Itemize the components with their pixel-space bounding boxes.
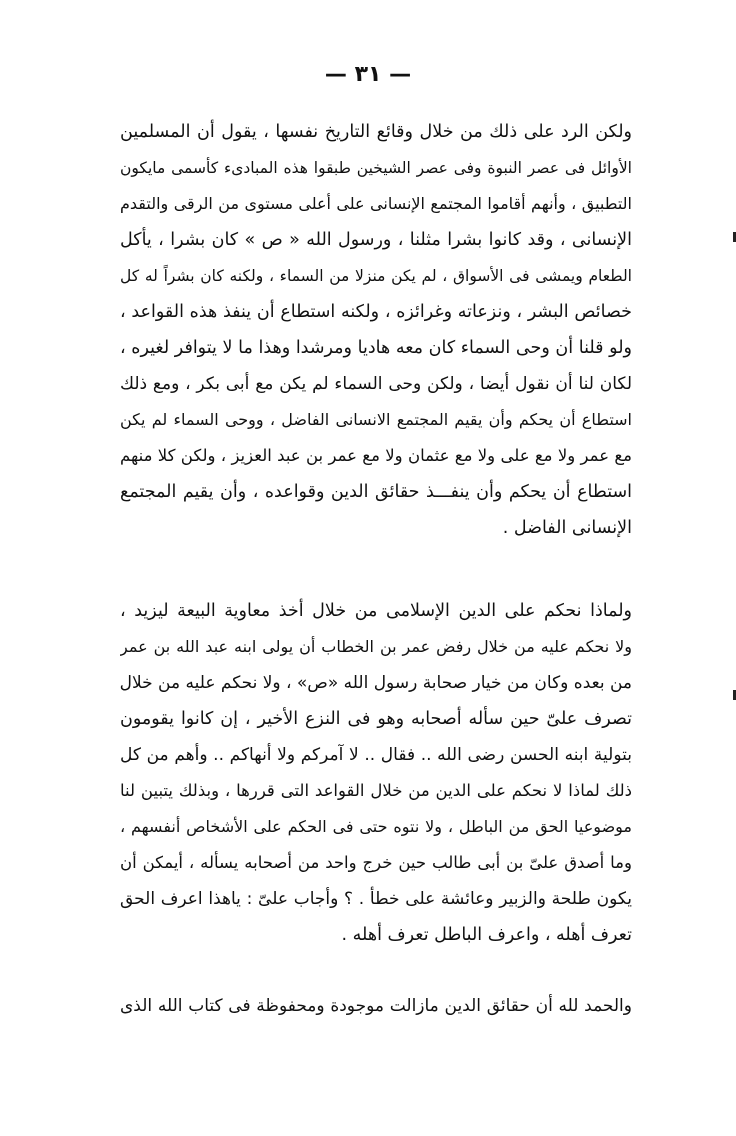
text-line: ولكن الرد على ذلك من خلال وقائع التاريخ نفسها ، يقول أن المسلمين: [120, 122, 632, 142]
text-line: ولا نحكم عليه من خلال رفض عمر بن الخطاب أن يولى ابنه عبد الله بن عمر: [120, 637, 632, 656]
text-line: الطعام ويمشى فى الأسواق ، لم يكن منزلا من السماء ، ولكنه كان بشراً له كل: [120, 267, 632, 285]
paragraph-1: [120, 114, 632, 546]
text-line: ولماذا نحكم على الدين الإسلامى من خلال أخذ معاوية البيعة ليزيد ،: [120, 601, 632, 621]
text-line: وما أصدق علىّ بن أبى طالب حين خرج واحد من أصحابه يسأله ، أيمكن أن: [120, 853, 632, 872]
text-line: الإنسانى الفاضل .: [502, 518, 632, 538]
paragraph-2: [120, 593, 632, 953]
text-line: لكان لنا أن نقول أيضا ، ولكن وحى السماء لم يكن مع أبى بكر ، ومع ذلك: [120, 374, 632, 394]
text-line: يكون طلحة والزبير وعائشة على خطأ . ؟ وأجاب علىّ : ياهذا اعرف الحق: [120, 889, 632, 909]
text-line: ولو قلنا أن وحى السماء كان معه هاديا ومرشدا وهذا ما لا يتوافر لغيره ،: [120, 338, 632, 358]
text-line: ذلك لماذا لا نحكم على الدين من خلال القواعد التى قررها ، وبذلك يتبين لنا: [120, 781, 632, 800]
text-line: الأوائل فى عصر النبوة وفى عصر الشيخين طبقوا هذه المبادىء كأسمى مايكون: [120, 159, 632, 177]
text-line: مع عمر ولا مع على ولا مع عثمان ولا مع عمر بن عبد العزيز ، ولكن كلا منهم: [120, 446, 632, 465]
text-line: استطاع أن يحكم وأن ينفـــذ حقائق الدين وقواعده ، وأن يقيم المجتمع: [120, 482, 632, 502]
text-line: بتولية ابنه الحسن رضى الله .. فقال .. لا آمركم ولا أنهاكم .. وأهم من كل: [120, 745, 632, 765]
text-line: الإنسانى ، وقد كانوا بشرا مثلنا ، ورسول الله « ص » كان بشرا ، يأكل: [120, 230, 632, 250]
text-line: استطاع أن يحكم وأن يقيم المجتمع الانسانى الفاضل ، ووحى السماء لم يكن: [120, 410, 632, 429]
text-line: والحمد لله أن حقائق الدين مازالت موجودة ومحفوظة فى كتاب الله الذى: [120, 996, 632, 1016]
page-number: — ٣١ —: [324, 62, 412, 87]
text-line: التطبيق ، وأنهم أقاموا المجتمع الإنسانى على أعلى مستوى من الرقى والتقدم: [120, 194, 632, 213]
paragraph-3: [120, 988, 632, 1024]
text-line: تصرف علىّ حين سأله أصحابه وهو فى النزع الأخير ، إن كانوا يقومون: [120, 709, 632, 729]
text-line: تعرف أهله ، واعرف الباطل تعرف أهله .: [341, 925, 632, 945]
text-line: موضوعيا الحق من الباطل ، ولا نتوه حتى فى الحكم على الأشخاص أنفسهم ،: [120, 817, 632, 836]
text-line: من بعده وكان من خيار صحابة رسول الله «ص» ، ولا نحكم عليه من خلال: [120, 673, 632, 693]
text-line: خصائص البشر ، ونزعاته وغرائزه ، ولكنه استطاع أن ينفذ هذه القواعد ،: [120, 302, 632, 322]
